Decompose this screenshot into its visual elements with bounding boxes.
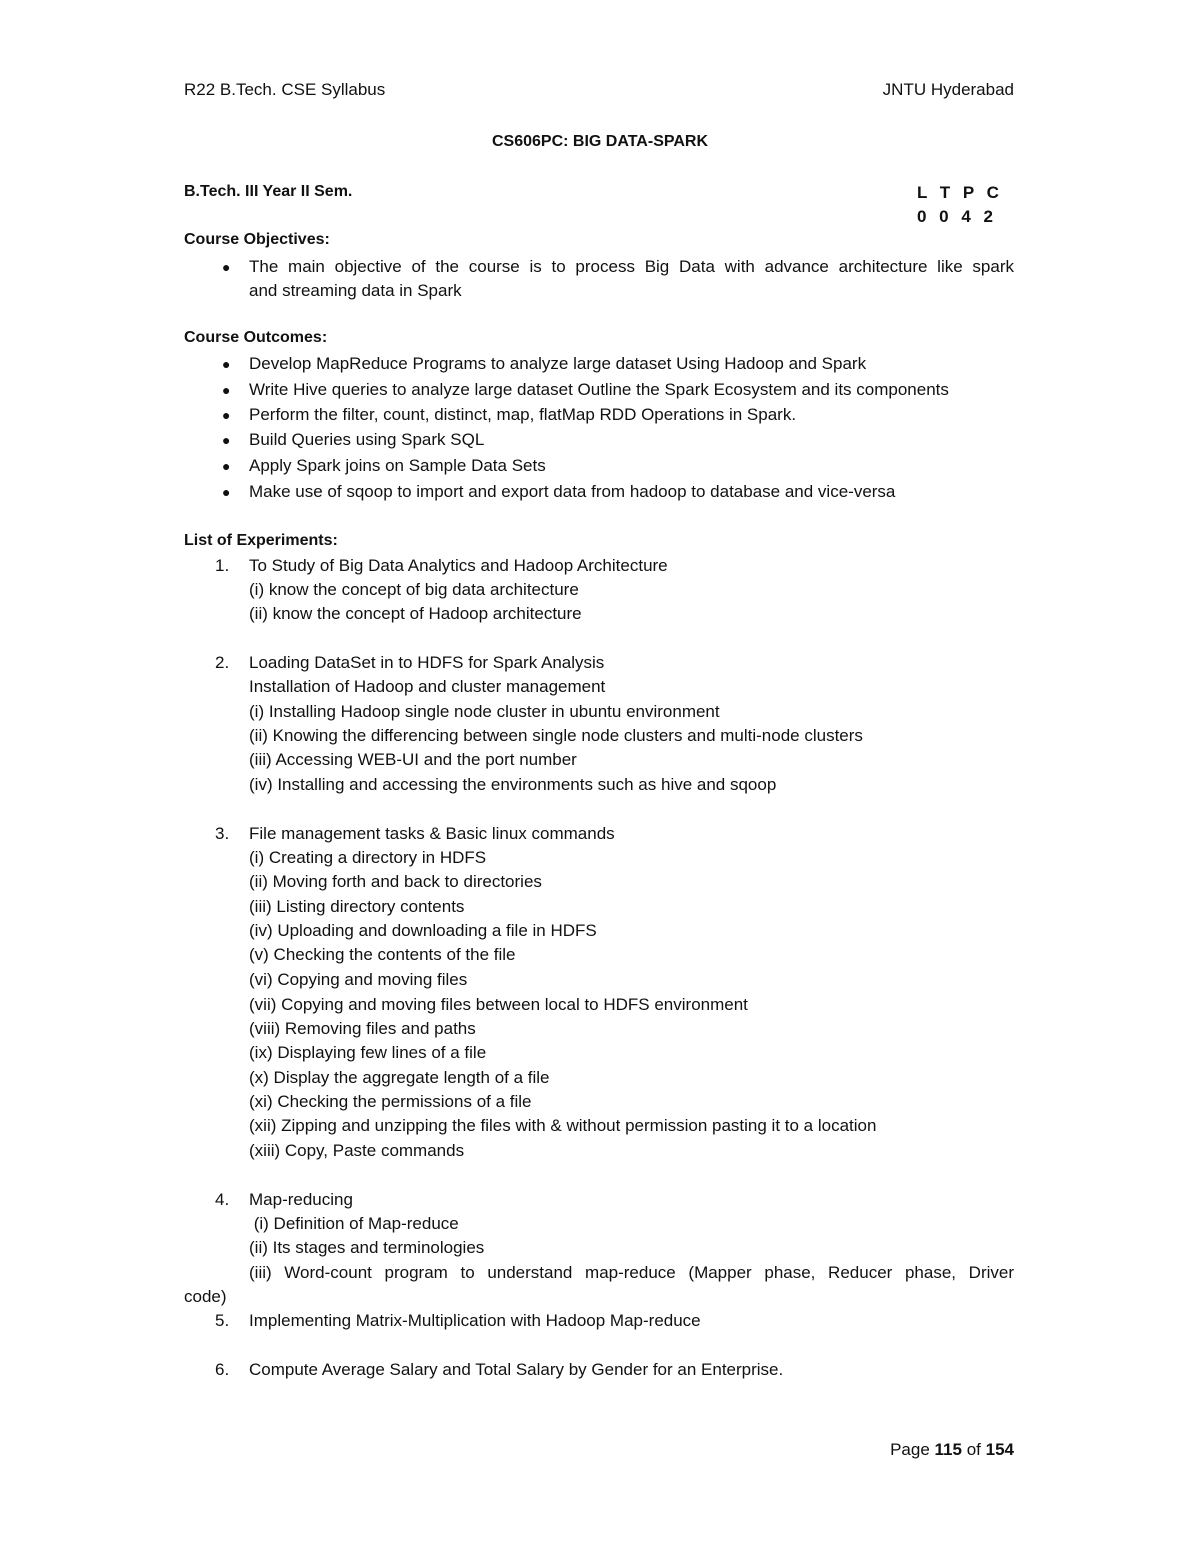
experiment-number: 6. — [215, 1360, 230, 1379]
experiment-number: 3. — [215, 824, 230, 843]
experiment-subitem: (ii) Moving forth and back to directories — [249, 872, 542, 891]
experiment-subitem: (vii) Copying and moving files between local to HDFS environment — [249, 995, 748, 1014]
experiment-subitem: (x) Display the aggregate length of a file — [249, 1068, 550, 1087]
experiment-subitem: (ii) know the concept of Hadoop architecture — [249, 604, 582, 623]
experiment-title: Compute Average Salary and Total Salary by Gender for an Enterprise. — [249, 1360, 784, 1379]
header-left: R22 B.Tech. CSE Syllabus — [184, 80, 386, 99]
experiment-subitem: (i) Definition of Map-reduce — [249, 1214, 459, 1233]
experiment-subitem: (iv) Installing and accessing the environments such as hive and sqoop — [249, 775, 777, 794]
ltpc-labels: L T P C — [917, 183, 1000, 202]
experiment-subitem: (i) know the concept of big data architecture — [249, 580, 579, 599]
bullet-icon: ● — [222, 432, 231, 448]
experiment-title: Loading DataSet in to HDFS for Spark Analysis — [249, 653, 605, 672]
bullet-icon: ● — [222, 458, 231, 474]
header-right: JNTU Hyderabad — [882, 80, 1014, 99]
page-prefix: Page — [890, 1440, 930, 1459]
experiment-subitem: (xii) Zipping and unzipping the files with & without permission pasting it to a location — [249, 1116, 877, 1135]
page-total: 154 — [985, 1440, 1014, 1459]
experiment-subitem: (iv) Uploading and downloading a file in HDFS — [249, 921, 597, 940]
objective-line: The main objective of the course is to process Big Data with advance architecture like spark — [249, 257, 1014, 276]
outcome-item: Develop MapReduce Programs to analyze large dataset Using Hadoop and Spark — [249, 354, 867, 373]
page-of: of — [966, 1440, 981, 1459]
experiment-subitem: code) — [184, 1287, 227, 1306]
experiment-subitem: (ix) Displaying few lines of a file — [249, 1043, 487, 1062]
experiment-number: 2. — [215, 653, 230, 672]
experiment-subitem: (i) Installing Hadoop single node cluster in ubuntu environment — [249, 702, 720, 721]
experiment-number: 1. — [215, 556, 230, 575]
bullet-icon: ● — [222, 356, 231, 372]
bullet-icon: ● — [222, 382, 231, 398]
outcome-item: Write Hive queries to analyze large dataset Outline the Spark Ecosystem and its components — [249, 380, 949, 399]
experiment-subitem: (ii) Knowing the differencing between single node clusters and multi-node clusters — [249, 726, 863, 745]
objective-line: and streaming data in Spark — [249, 281, 462, 300]
experiment-number: 4. — [215, 1190, 230, 1209]
experiment-subitem: (xi) Checking the permissions of a file — [249, 1092, 532, 1111]
experiment-subitem: (v) Checking the contents of the file — [249, 945, 516, 964]
outcome-item: Build Queries using Spark SQL — [249, 430, 485, 449]
bullet-icon: ● — [222, 259, 231, 275]
experiment-subitem: (iii) Word-count program to understand map-reduce (Mapper phase, Reducer phase, Driver — [249, 1263, 1014, 1282]
page-number — [890, 1440, 1014, 1460]
bullet-icon: ● — [222, 484, 231, 500]
experiment-title: Implementing Matrix-Multiplication with Hadoop Map-reduce — [249, 1311, 701, 1330]
outcome-item: Make use of sqoop to import and export data from hadoop to database and vice-versa — [249, 482, 896, 501]
experiment-subitem: (iii) Listing directory contents — [249, 897, 465, 916]
course-title: CS606PC: BIG DATA-SPARK — [491, 133, 709, 150]
bullet-icon: ● — [222, 407, 231, 423]
experiment-number: 5. — [215, 1311, 230, 1330]
experiment-title: File management tasks & Basic linux commands — [249, 824, 615, 843]
experiment-subitem: (xiii) Copy, Paste commands — [249, 1141, 465, 1160]
outcome-item: Apply Spark joins on Sample Data Sets — [249, 456, 546, 475]
outcome-item: Perform the filter, count, distinct, map, flatMap RDD Operations in Spark. — [249, 405, 797, 424]
experiment-subitem: (vi) Copying and moving files — [249, 970, 468, 989]
experiments-heading: List of Experiments: — [184, 532, 338, 549]
outcomes-heading: Course Outcomes: — [184, 329, 328, 346]
experiment-subitem: (ii) Its stages and terminologies — [249, 1238, 485, 1257]
semester-label: B.Tech. III Year II Sem. — [184, 183, 353, 200]
experiment-subitem: (iii) Accessing WEB-UI and the port number — [249, 750, 577, 769]
experiment-subitem: Installation of Hadoop and cluster management — [249, 677, 606, 696]
experiment-subitem: (i) Creating a directory in HDFS — [249, 848, 487, 867]
experiment-title: To Study of Big Data Analytics and Hadoop Architecture — [249, 556, 668, 575]
ltpc-values: 0 0 4 2 — [917, 207, 994, 226]
page-current: 115 — [934, 1440, 962, 1459]
experiment-subitem: (viii) Removing files and paths — [249, 1019, 476, 1038]
experiment-title: Map-reducing — [249, 1190, 353, 1209]
objectives-heading: Course Objectives: — [184, 231, 330, 248]
